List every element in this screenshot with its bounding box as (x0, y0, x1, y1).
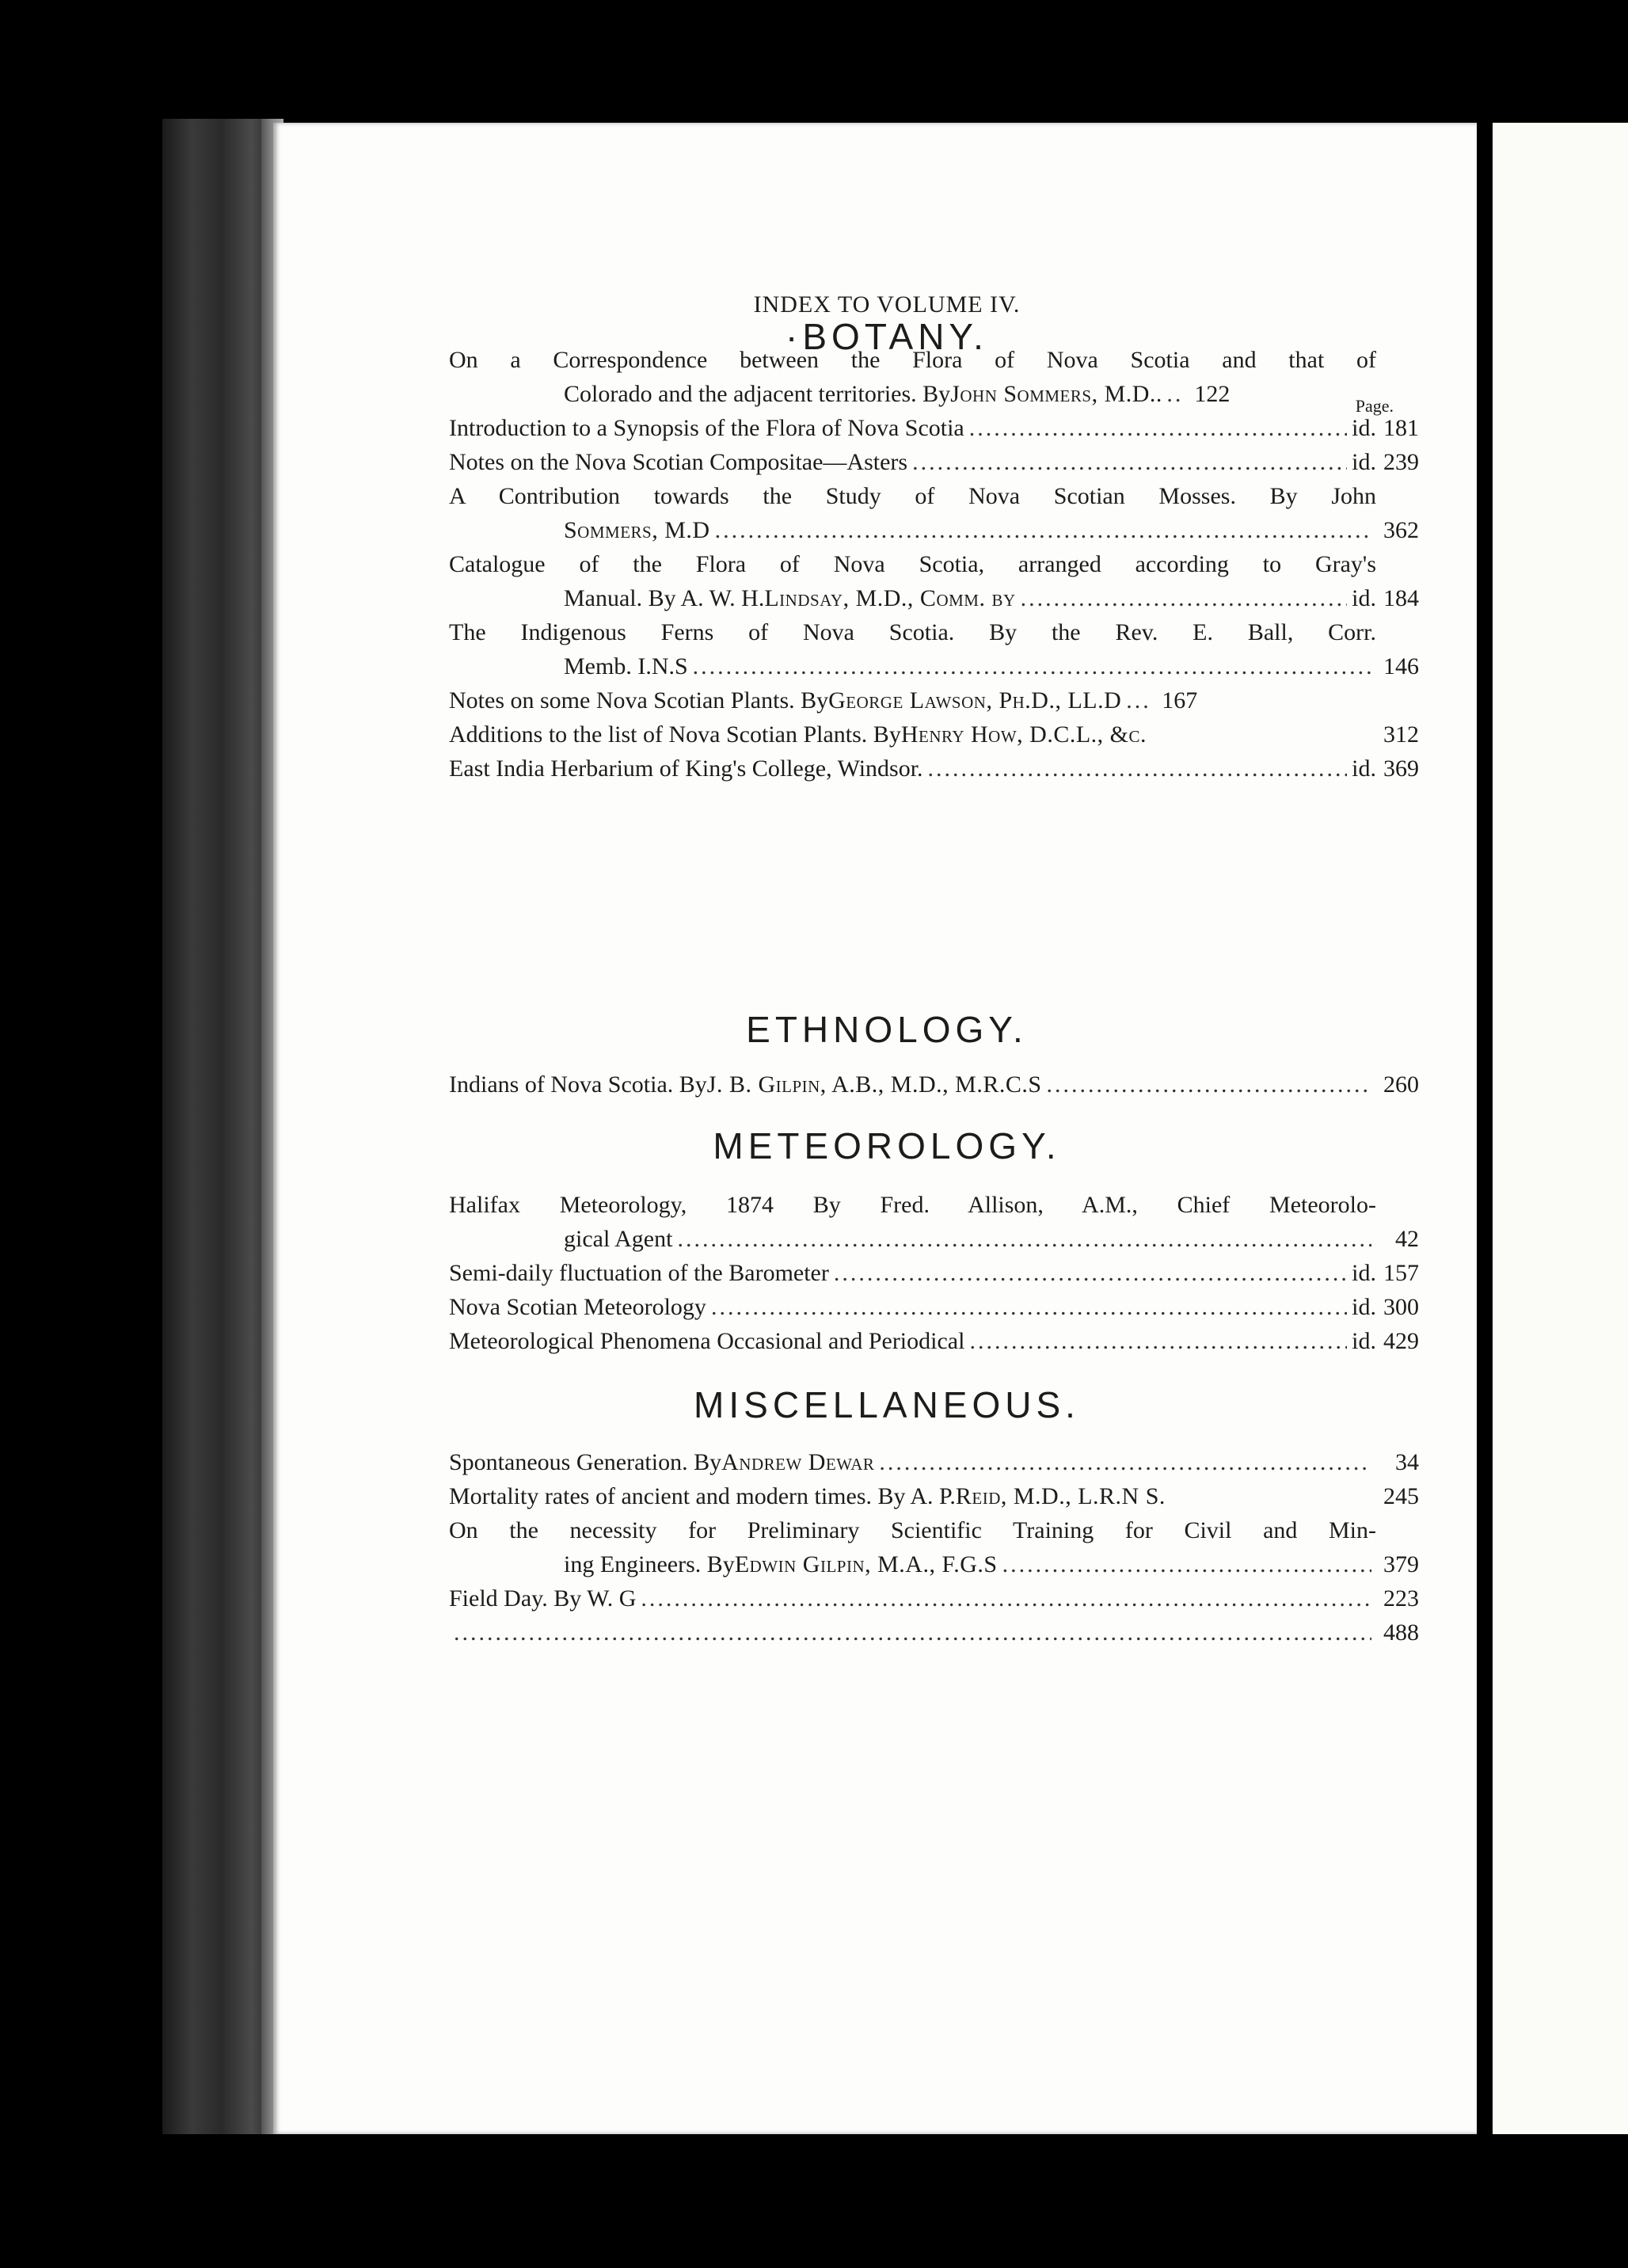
leader-dots (715, 513, 1371, 547)
entry-text: Indians of Nova Scotia. By (449, 1071, 707, 1098)
entry-page: 184 (1383, 585, 1419, 611)
index-page (273, 123, 1477, 2134)
leader-dots (969, 411, 1347, 445)
index-entry (449, 1445, 1419, 1479)
entry-ibid: id. (1352, 415, 1376, 441)
entry-text: On the necessity for Preliminary Scientific Training for Civil and Min- (449, 1517, 1376, 1543)
entry-page: 34 (1395, 1449, 1419, 1475)
entry-page: 239 (1383, 449, 1419, 475)
entry-text: Colorado and the adjacent territories. By (564, 381, 951, 407)
entry-text: Halifax Meteorology, 1874 By Fred. Allison, A.M., Chief Meteorolo- (449, 1192, 1376, 1218)
leader-dots (1047, 1067, 1371, 1102)
entry-author: Sommers, M.D (564, 517, 710, 543)
index-entry (449, 683, 1419, 717)
leader-dots (834, 1256, 1347, 1290)
index-entry (449, 1290, 1419, 1324)
index-entry (449, 1513, 1419, 1581)
entry-text: Field Day. By W. G (449, 1585, 637, 1612)
entry-page: 245 (1383, 1483, 1419, 1509)
entry-page: 312 (1383, 721, 1419, 748)
entry-text: The Indigenous Ferns of Nova Scotia. By the Rev. E. Ball, Corr. (449, 619, 1376, 645)
entry-text: Additions to the list of Nova Scotian Plants. By (449, 721, 901, 748)
entry-author: Edwin Gilpin, M.A., F.G.S (734, 1551, 998, 1577)
leader-dots (1021, 581, 1348, 615)
entry-author: J. B. Gilpin, A.B., M.D., M.R.C.S (706, 1071, 1042, 1098)
index-entry (449, 547, 1419, 615)
entry-text: Notes on the Nova Scotian Compositae—Asters (449, 449, 908, 475)
entry-page: 260 (1383, 1071, 1419, 1098)
index-entry (449, 752, 1419, 786)
index-entry (449, 1581, 1419, 1615)
entry-ibid: id. (1352, 1328, 1376, 1354)
section-heading-ethnology: ETHNOLOGY. (746, 1009, 1028, 1050)
entry-page: 42 (1395, 1226, 1419, 1252)
entry-page: 223 (1383, 1585, 1419, 1612)
entry-ibid: id. (1352, 585, 1376, 611)
entry-author: Reid, M.D., L.R.N S. (955, 1483, 1166, 1509)
entry-text: A Contribution towards the Study of Nova Scotian Mosses. By John (449, 483, 1376, 509)
leader-dots (928, 752, 1348, 786)
entry-author: George Lawson, Ph.D., LL.D (828, 687, 1122, 714)
index-entry (449, 479, 1419, 547)
entry-text: Spontaneous Generation. By (449, 1449, 722, 1475)
entry-author: Lindsay, M.D., Comm. by (764, 585, 1016, 611)
entry-text: ing Engineers. By (564, 1551, 735, 1577)
entry-page: 488 (1383, 1619, 1419, 1646)
entry-page: 167 (1162, 687, 1198, 714)
leader-dots (677, 1222, 1371, 1256)
miscellaneous-entries (449, 1445, 1419, 1650)
entry-ibid: id. (1352, 1294, 1376, 1320)
entry-text: Nova Scotian Meteorology (449, 1294, 706, 1320)
entry-text: Semi-daily fluctuation of the Barometer (449, 1260, 829, 1286)
section-heading-miscellaneous: MISCELLANEOUS. (694, 1384, 1080, 1425)
entry-text: Notes on some Nova Scotian Plants. By (449, 687, 829, 714)
index-entry (449, 1615, 1419, 1650)
entry-page: 429 (1383, 1328, 1419, 1354)
leader-dots (693, 649, 1371, 683)
entry-page: 300 (1383, 1294, 1419, 1320)
leader-dots (711, 1290, 1347, 1324)
entry-text: gical Agent (564, 1226, 673, 1252)
entry-text: Introduction to a Synopsis of the Flora of Nova Scotia (449, 415, 964, 441)
leader-dots (641, 1581, 1371, 1615)
leader-dots (879, 1445, 1371, 1479)
leader-dots (969, 1324, 1347, 1358)
botany-entries (449, 343, 1419, 786)
entry-text: Memb. I.N.S (564, 653, 688, 679)
entry-text: Catalogue of the Flora of Nova Scotia, arranged according to Gray's (449, 551, 1376, 577)
index-entry (449, 1067, 1419, 1102)
entry-ibid: id. (1352, 449, 1376, 475)
entry-page: 379 (1383, 1551, 1419, 1577)
index-entry (449, 1479, 1419, 1513)
index-entry (449, 343, 1419, 411)
entry-page: 181 (1383, 415, 1419, 441)
adjacent-page (1493, 123, 1628, 2134)
entry-page: 362 (1383, 517, 1419, 543)
entry-page: 369 (1383, 755, 1419, 782)
entry-author: Andrew Dewar (721, 1449, 875, 1475)
entry-text: Mortality rates of ancient and modern times. By A. P. (449, 1483, 956, 1509)
meteorology-entries (449, 1188, 1419, 1358)
index-entry (449, 445, 1419, 479)
entry-author: John Sommers, M.D. (950, 381, 1156, 407)
leader-dots (1002, 1547, 1371, 1581)
section-heading-meteorology: METEOROLOGY. (713, 1125, 1061, 1166)
entry-text: On a Correspondence between the Flora of Nova Scotia and that of (449, 347, 1376, 373)
leader-dots (912, 445, 1347, 479)
index-entry (449, 717, 1419, 752)
index-title: INDEX TO VOLUME IV. (753, 291, 1021, 318)
entry-page: 157 (1383, 1260, 1419, 1286)
entry-author: Henry How, D.C.L., &c. (900, 721, 1147, 748)
section-heading-botany: ·BOTANY. (785, 316, 988, 357)
index-entry (449, 1256, 1419, 1290)
entry-text: Manual. By A. W. H. (564, 585, 765, 611)
index-entry (449, 615, 1419, 683)
entry-text: . (1155, 381, 1162, 407)
ethnology-entries (449, 1067, 1419, 1102)
index-entry (449, 1324, 1419, 1358)
page-column-label: Page. (1355, 396, 1394, 416)
index-entry (449, 1188, 1419, 1256)
entry-page: 146 (1383, 653, 1419, 679)
index-entry (449, 411, 1419, 445)
entry-text: Meteorological Phenomena Occasional and Periodical (449, 1328, 965, 1354)
leader-dots (1126, 683, 1150, 717)
entry-page: 122 (1194, 381, 1231, 407)
entry-ibid: id. (1352, 1260, 1376, 1286)
entry-text: East India Herbarium of King's College, Windsor. (449, 755, 923, 782)
entry-ibid: id. (1352, 755, 1376, 782)
leader-dots (454, 1615, 1371, 1650)
